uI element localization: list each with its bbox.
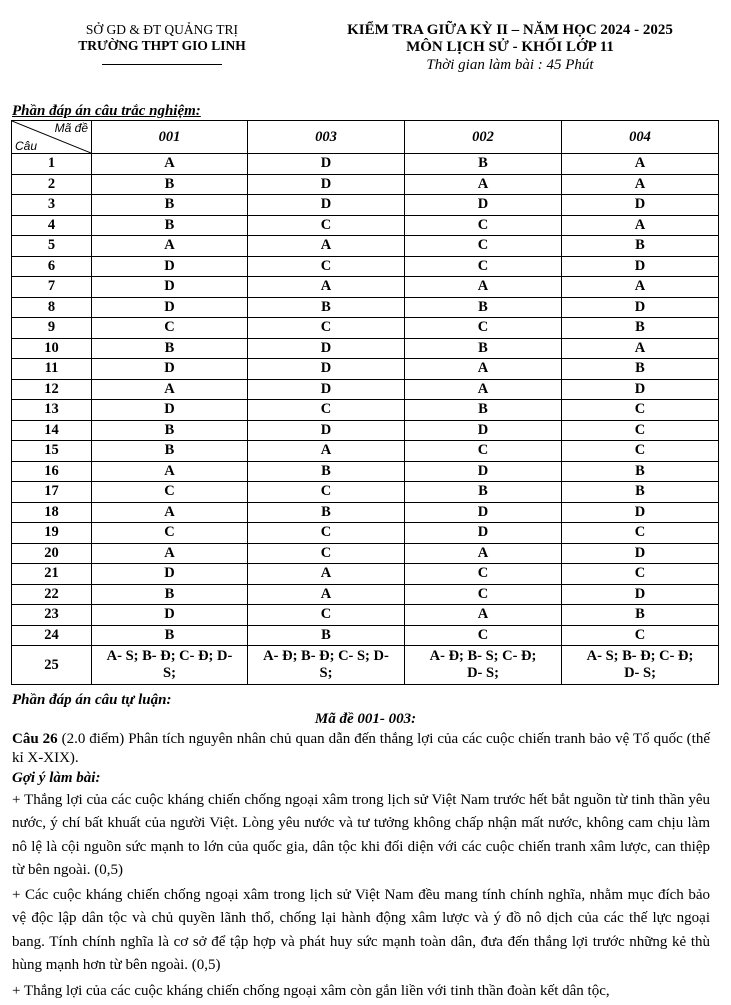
answer-cell: C [405,318,562,339]
header-left [52,22,272,65]
answer-cell [248,646,405,685]
answer-cell: B [92,625,248,646]
answer-paragraph-3: + Thắng lợi của các cuộc kháng chiến chống ngoại xâm còn gắn liền với tinh thần đoàn kết dân tộc, [12,983,610,999]
answer-cell: D [405,502,562,523]
question-number: 20 [12,543,92,564]
answer-cell: D [92,256,248,277]
answer-paragraph-2: + Các cuộc kháng chiến chống ngoại xâm trong lịch sử Việt Nam đều mang tính chính nghĩa, nhằm mục đích bảo vệ độc lập dân tộc và chủ quyền lãnh thổ, chống lại hành động xâm lược và ý đồ nô dịch của các thế lực ngoại bang. Tính chính nghĩa là cơ sở để tập hợp và phát huy sức mạnh toàn dân, đưa đến thắng lợi trước những kẻ thù hùng mạnh hơn từ bên ngoài. (0,5) [12,887,710,973]
answer-cell: B [92,215,248,236]
table-row [12,420,719,441]
answer-line: A- S; B- Đ; C- Đ; [586,648,694,664]
answer-cell: B [405,338,562,359]
answer-cell: A [562,277,719,298]
question-number: 18 [12,502,92,523]
corner-question-label: Câu [15,139,38,153]
answer-cell: A [248,441,405,462]
answer-cell: C [562,420,719,441]
question-number: 8 [12,297,92,318]
answer-cell: C [92,482,248,503]
answer-cell: C [248,482,405,503]
answer-cell: A [405,359,562,380]
table-row [12,318,719,339]
answer-cell: B [562,482,719,503]
question-number: 11 [12,359,92,380]
question-number: 23 [12,605,92,626]
answer-cell: D [92,564,248,585]
answer-cell: D [562,379,719,400]
answer-cell: A [405,174,562,195]
answer-cell: A [248,277,405,298]
table-row [12,297,719,318]
answer-cell: C [405,584,562,605]
answer-cell: A [405,379,562,400]
question-number: 2 [12,174,92,195]
answer-cell: B [248,625,405,646]
table-row [12,379,719,400]
table-row [12,154,719,175]
answer-cell: B [405,400,562,421]
table-row [12,174,719,195]
answer-cell [405,646,562,685]
answer-cell: D [248,174,405,195]
question-number: 22 [12,584,92,605]
table-row [12,461,719,482]
answer-cell: C [405,625,562,646]
table-row [12,277,719,298]
answer-cell: B [248,502,405,523]
table-row [12,564,719,585]
answer-cell: C [92,318,248,339]
table-row [12,359,719,380]
answer-cell: C [405,256,562,277]
question-26 [12,730,710,768]
answer-cell: C [248,256,405,277]
answer-cell: D [248,379,405,400]
answer-cell: A [92,461,248,482]
exam-duration: Thời gian làm bài : 45 Phút [426,57,594,73]
table-row [12,482,719,503]
table-row [12,646,719,685]
question-number: 25 [12,646,92,685]
answer-cell: B [92,420,248,441]
corner-code-label: Mã đề [54,121,88,135]
answer-cell: A [405,277,562,298]
answer-cell: B [562,461,719,482]
answer-cell: A [92,543,248,564]
answer-cell: C [92,523,248,544]
answer-cell: A [248,584,405,605]
answer-cell: D [92,605,248,626]
answer-cell: B [562,236,719,257]
answer-cell: A [405,543,562,564]
answer-cell: B [92,584,248,605]
answer-cell: A [405,605,562,626]
answer-cell: C [562,441,719,462]
question-number: 13 [12,400,92,421]
question-number: 6 [12,256,92,277]
answer-cell: D [248,420,405,441]
answer-cell: A [92,236,248,257]
essay-section-title: Phần đáp án câu tự luận: [12,692,172,708]
answer-cell: A [562,215,719,236]
answer-cell: B [405,297,562,318]
answer-cell: C [562,523,719,544]
subject-title: MÔN LỊCH SỬ - KHỐI LỚP 11 [406,39,614,55]
answer-cell: D [562,195,719,216]
answer-cell: D [562,543,719,564]
question-number: 9 [12,318,92,339]
answer-cell: C [405,236,562,257]
answer-cell: A [248,236,405,257]
question-number: 10 [12,338,92,359]
answer-cell: D [248,195,405,216]
table-row [12,400,719,421]
answer-cell: D [405,461,562,482]
answer-cell: D [248,338,405,359]
answer-line: S; [163,665,176,681]
answer-cell: B [248,297,405,318]
question-number: 17 [12,482,92,503]
answer-cell: C [405,441,562,462]
answer-cell: D [92,400,248,421]
question-number: 4 [12,215,92,236]
table-row [12,502,719,523]
question-number: 24 [12,625,92,646]
table-row [12,215,719,236]
question-number: 19 [12,523,92,544]
table-row [12,625,719,646]
answer-cell: C [248,400,405,421]
answer-cell: D [562,584,719,605]
answer-cell: C [562,625,719,646]
answer-cell: C [248,318,405,339]
table-row [12,584,719,605]
answer-line: A- Đ; B- S; C- Đ; [429,648,537,664]
answer-cell: B [92,195,248,216]
exam-title: KIỂM TRA GIỮA KỲ II – NĂM HỌC 2024 - 2025 [347,22,673,38]
answer-cell: D [248,154,405,175]
answer-line: D- S; [467,665,499,681]
table-row [12,543,719,564]
answer-cell: C [405,215,562,236]
code-group-title: Mã đề 001- 003: [314,711,417,727]
table-row [12,441,719,462]
answer-cell [92,646,248,685]
answer-line: A- S; B- Đ; C- Đ; D- [106,648,233,664]
table-row [12,256,719,277]
answer-cell: D [92,277,248,298]
answer-cell: D [562,256,719,277]
answer-cell: A [562,154,719,175]
answer-cell: B [405,154,562,175]
answer-cell: D [405,523,562,544]
answer-cell: A [92,502,248,523]
question-26-label: Câu 26 [12,731,58,747]
answer-cell: B [562,318,719,339]
answer-cell: D [562,502,719,523]
table-header-row [12,121,719,154]
answer-cell: A [92,154,248,175]
table-row [12,195,719,216]
question-number: 3 [12,195,92,216]
answer-cell: B [92,338,248,359]
answer-cell [562,646,719,685]
table-corner-cell [12,121,92,154]
exam-code-header: 002 [405,121,562,154]
answer-cell: A [562,338,719,359]
table-row [12,236,719,257]
answer-cell: A [92,379,248,400]
answer-cell: D [92,359,248,380]
answer-cell: C [562,400,719,421]
question-number: 15 [12,441,92,462]
answer-cell: A [562,174,719,195]
answer-paragraph-1: + Thắng lợi của các cuộc kháng chiến chống ngoại xâm trong lịch sử Việt Nam trước hết bắt nguồn từ tinh thần yêu nước, ý chí bất khuất của người Việt. Lòng yêu nước và tư tưởng không chấp nhận mất nước, không cam chịu làm nô lệ là cội nguồn sức mạnh to lớn của quốc gia, dân tộc khi đối diện với các cuộc chiến tranh xâm lược, can thiệp từ bên ngoài. (0,5) [12,792,710,878]
question-number: 1 [12,154,92,175]
header-right [300,22,720,74]
answer-cell: B [248,461,405,482]
answer-cell: D [248,359,405,380]
header-divider [102,64,222,65]
table-row [12,338,719,359]
answer-line: S; [319,665,333,681]
answer-cell: B [92,174,248,195]
question-number: 12 [12,379,92,400]
answer-cell: C [405,564,562,585]
answer-cell: D [405,420,562,441]
answer-cell: B [562,605,719,626]
answer-cell: B [562,359,719,380]
answer-cell: C [562,564,719,585]
hint-title: Gợi ý làm bài: [12,770,101,786]
school-name: TRƯỜNG THPT GIO LINH [78,38,246,53]
mc-section-title: Phần đáp án câu trắc nghiệm: [12,103,201,119]
answer-cell: A [248,564,405,585]
exam-code-header: 004 [562,121,719,154]
question-number: 14 [12,420,92,441]
table-row [12,605,719,626]
question-number: 21 [12,564,92,585]
answer-cell: D [92,297,248,318]
answer-cell: C [248,543,405,564]
exam-code-header: 001 [92,121,248,154]
question-26-text: (2.0 điểm) Phân tích nguyên nhân chủ quan dẫn đến thắng lợi của các cuộc chiến tranh bảo vệ Tổ quốc (thế kỉ X-XIX). [12,731,710,766]
question-number: 7 [12,277,92,298]
answer-cell: C [248,523,405,544]
table-row [12,523,719,544]
department-name: SỞ GD & ĐT QUẢNG TRỊ [85,22,239,37]
answer-line: A- Đ; B- Đ; C- S; D- [263,648,389,664]
answer-cell: D [405,195,562,216]
answer-cell: D [562,297,719,318]
answer-cell: C [248,605,405,626]
question-number: 5 [12,236,92,257]
question-number: 16 [12,461,92,482]
answer-cell: B [405,482,562,503]
answer-cell: C [248,215,405,236]
exam-code-header: 003 [248,121,405,154]
answer-cell: B [92,441,248,462]
answer-table [11,120,719,685]
answer-line: D- S; [624,665,656,681]
